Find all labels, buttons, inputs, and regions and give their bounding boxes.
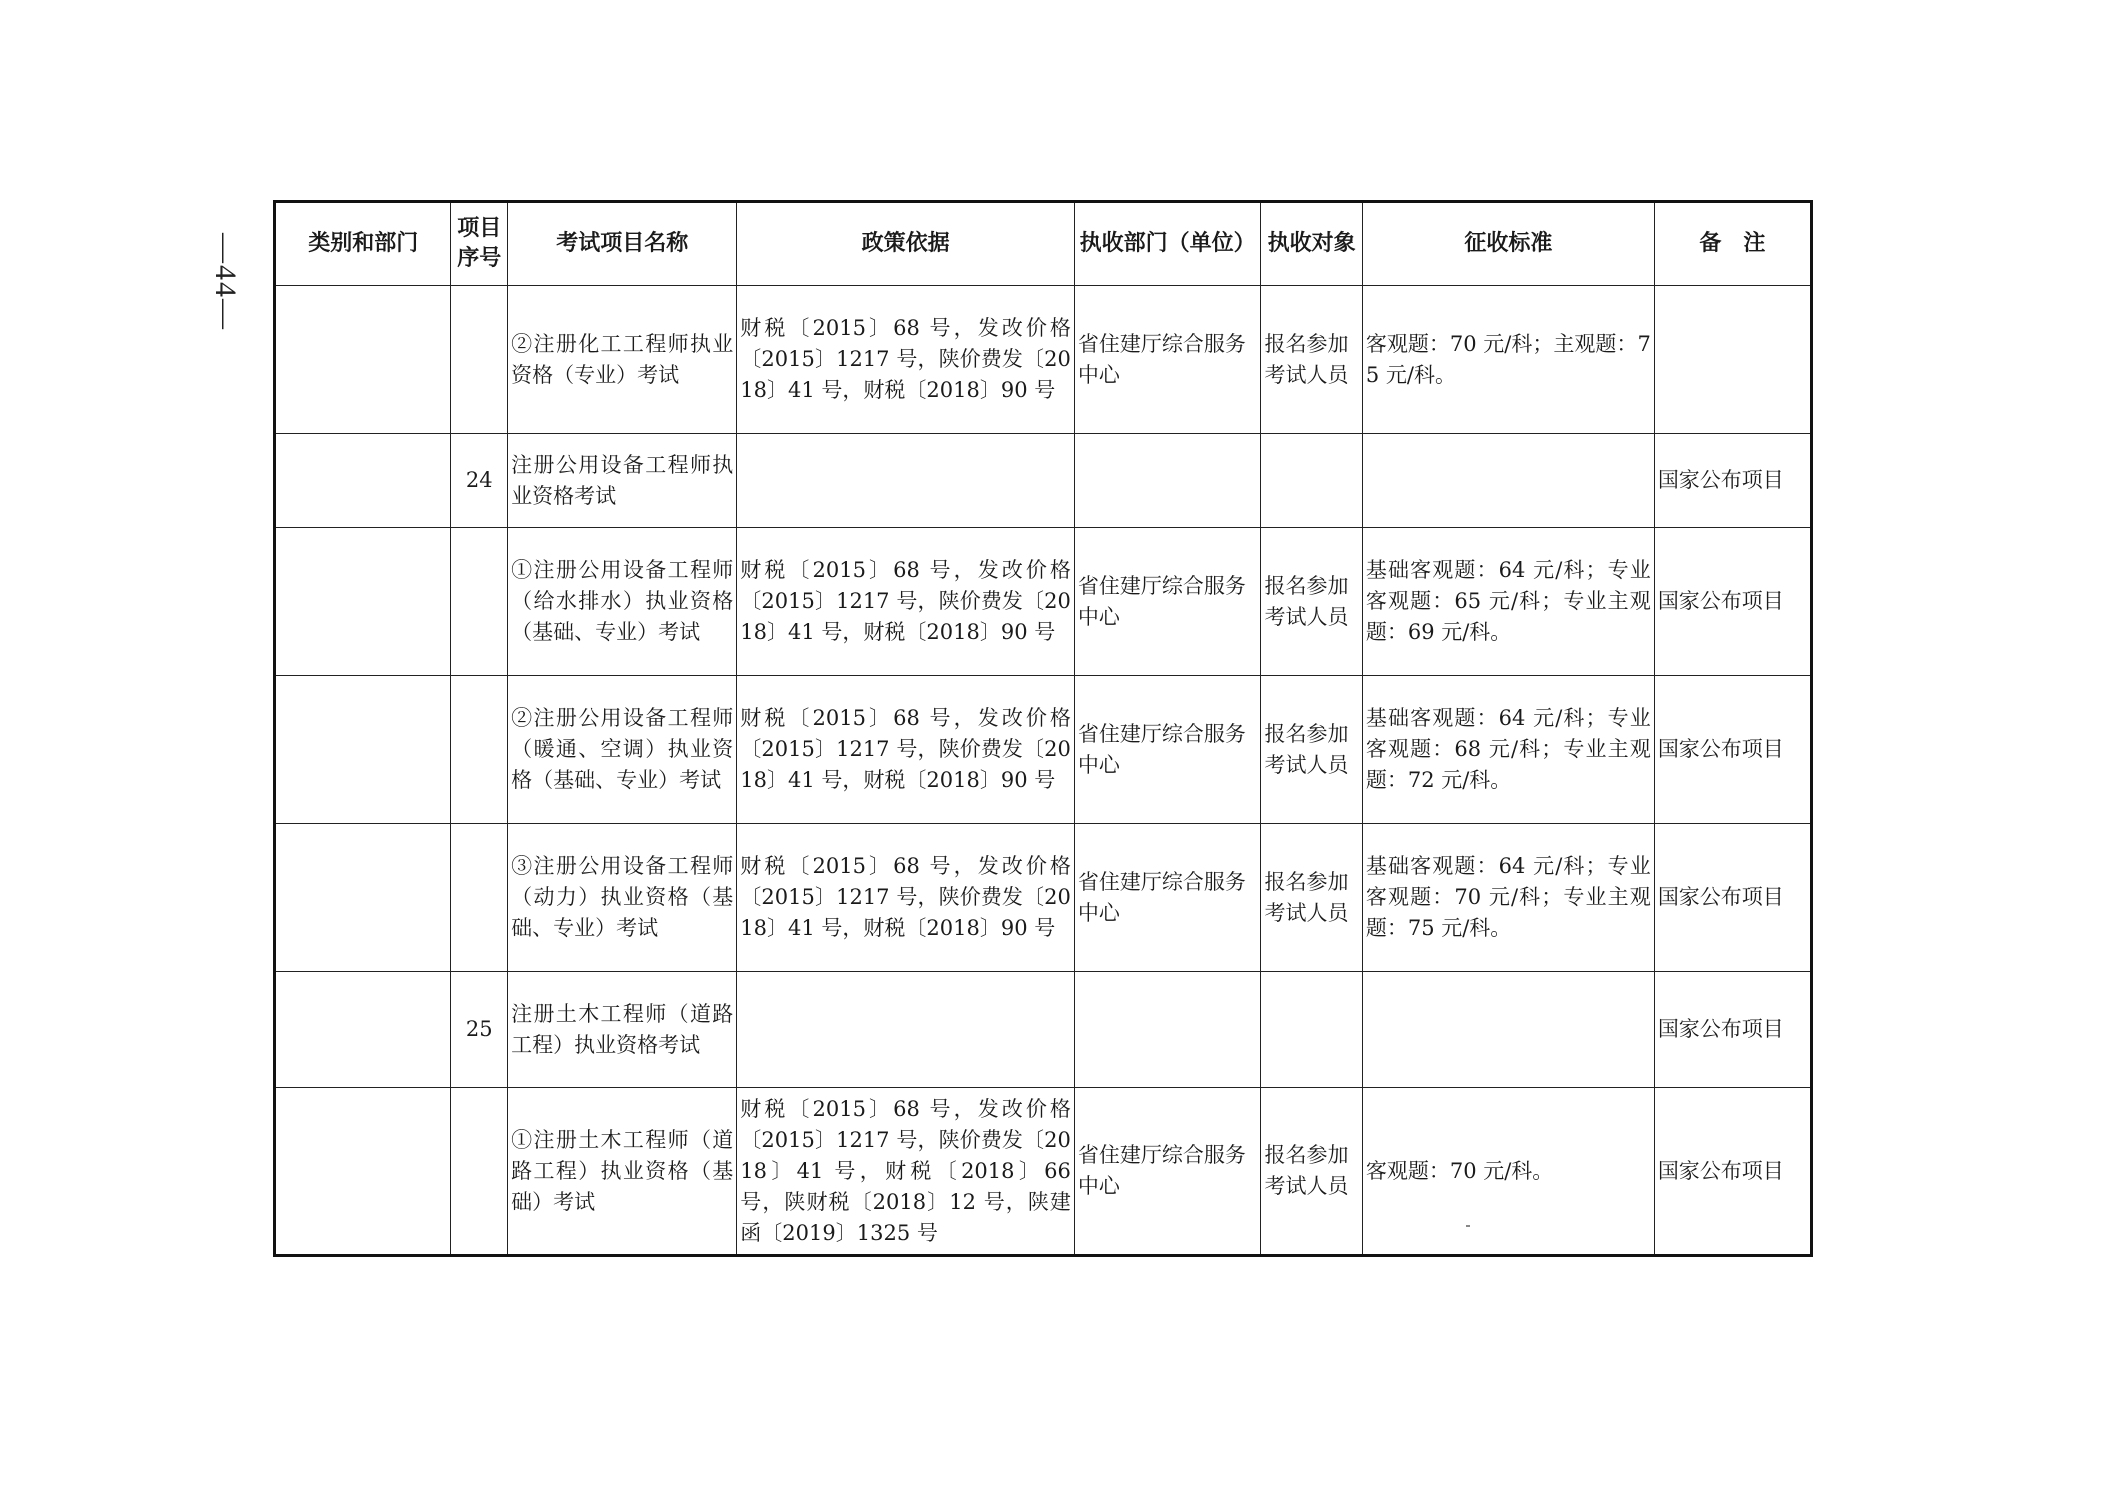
cell-seq (451, 528, 508, 676)
cell-seq: 25 (451, 972, 508, 1088)
fee-standard-table (273, 200, 1813, 1257)
cell-policy: 财税〔2015〕68 号，发改价格〔2015〕1217 号，陕价费发〔2018〕41 号，财税〔2018〕66 号，陕财税〔2018〕12 号，陕建函〔2019〕1325 号 (737, 1088, 1075, 1256)
cell-dept: 省住建厅综合服务中心 (1074, 676, 1261, 824)
cell-dept (1074, 972, 1261, 1088)
table-row (275, 676, 1812, 824)
cell-name: ②注册公用设备工程师（暖通、空调）执业资格（基础、专业）考试 (508, 676, 737, 824)
header-dept: 执收部门（单位） (1074, 202, 1261, 286)
cell-category (275, 434, 451, 528)
cell-note: 国家公布项目 (1654, 434, 1811, 528)
cell-target (1261, 972, 1362, 1088)
cell-policy: 财税〔2015〕68 号，发改价格〔2015〕1217 号，陕价费发〔2018〕41 号，财税〔2018〕90 号 (737, 286, 1075, 434)
cell-dept (1074, 434, 1261, 528)
cell-dept: 省住建厅综合服务中心 (1074, 286, 1261, 434)
table-row (275, 286, 1812, 434)
cell-dept: 省住建厅综合服务中心 (1074, 1088, 1261, 1256)
header-seq: 项目序号 (451, 202, 508, 286)
table-row (275, 528, 1812, 676)
cell-note: 国家公布项目 (1654, 676, 1811, 824)
page-number: —44— (209, 233, 242, 331)
cell-dept: 省住建厅综合服务中心 (1074, 824, 1261, 972)
cell-category (275, 1088, 451, 1256)
table-header-row (275, 202, 1812, 286)
cell-standard: 客观题：70 元/科；主观题：75 元/科。 (1362, 286, 1654, 434)
cell-name: 注册公用设备工程师执业资格考试 (508, 434, 737, 528)
header-policy: 政策依据 (737, 202, 1075, 286)
cell-note: 国家公布项目 (1654, 972, 1811, 1088)
header-category: 类别和部门 (275, 202, 451, 286)
cell-note: 国家公布项目 (1654, 1088, 1811, 1256)
cell-category (275, 528, 451, 676)
cell-category (275, 286, 451, 434)
cell-seq (451, 286, 508, 434)
header-name: 考试项目名称 (508, 202, 737, 286)
cell-standard (1362, 434, 1654, 528)
cell-policy: 财税〔2015〕68 号，发改价格〔2015〕1217 号，陕价费发〔2018〕41 号，财税〔2018〕90 号 (737, 528, 1075, 676)
cell-note (1654, 286, 1811, 434)
cell-policy (737, 972, 1075, 1088)
cell-standard: 基础客观题：64 元/科；专业客观题：68 元/科；专业主观题：72 元/科。 (1362, 676, 1654, 824)
cell-standard (1362, 972, 1654, 1088)
cell-seq (451, 1088, 508, 1256)
cell-standard: 客观题：70 元/科。 (1362, 1088, 1654, 1256)
cell-target: 报名参加考试人员 (1261, 824, 1362, 972)
cell-target (1261, 434, 1362, 528)
cell-standard: 基础客观题：64 元/科；专业客观题：70 元/科；专业主观题：75 元/科。 (1362, 824, 1654, 972)
cell-target: 报名参加考试人员 (1261, 676, 1362, 824)
table-row (275, 972, 1812, 1088)
table-row (275, 1088, 1812, 1256)
cell-seq (451, 676, 508, 824)
cell-standard: 基础客观题：64 元/科；专业客观题：65 元/科；专业主观题：69 元/科。 (1362, 528, 1654, 676)
cell-policy (737, 434, 1075, 528)
cell-name: ②注册化工工程师执业资格（专业）考试 (508, 286, 737, 434)
cell-note: 国家公布项目 (1654, 528, 1811, 676)
cell-category (275, 676, 451, 824)
header-target: 执收对象 (1261, 202, 1362, 286)
table-row (275, 824, 1812, 972)
cell-dept: 省住建厅综合服务中心 (1074, 528, 1261, 676)
cell-target: 报名参加考试人员 (1261, 1088, 1362, 1256)
cell-name: ③注册公用设备工程师（动力）执业资格（基础、专业）考试 (508, 824, 737, 972)
cell-target: 报名参加考试人员 (1261, 286, 1362, 434)
scan-speck (1466, 1225, 1470, 1227)
cell-category (275, 972, 451, 1088)
cell-name: ①注册土木工程师（道路工程）执业资格（基础）考试 (508, 1088, 737, 1256)
header-standard: 征收标准 (1362, 202, 1654, 286)
cell-policy: 财税〔2015〕68 号，发改价格〔2015〕1217 号，陕价费发〔2018〕41 号，财税〔2018〕90 号 (737, 824, 1075, 972)
cell-note: 国家公布项目 (1654, 824, 1811, 972)
cell-policy: 财税〔2015〕68 号，发改价格〔2015〕1217 号，陕价费发〔2018〕41 号，财税〔2018〕90 号 (737, 676, 1075, 824)
cell-category (275, 824, 451, 972)
cell-seq (451, 824, 508, 972)
cell-target: 报名参加考试人员 (1261, 528, 1362, 676)
cell-name: 注册土木工程师（道路工程）执业资格考试 (508, 972, 737, 1088)
table-row (275, 434, 1812, 528)
cell-seq: 24 (451, 434, 508, 528)
header-note: 备 注 (1654, 202, 1811, 286)
cell-name: ①注册公用设备工程师（给水排水）执业资格（基础、专业）考试 (508, 528, 737, 676)
